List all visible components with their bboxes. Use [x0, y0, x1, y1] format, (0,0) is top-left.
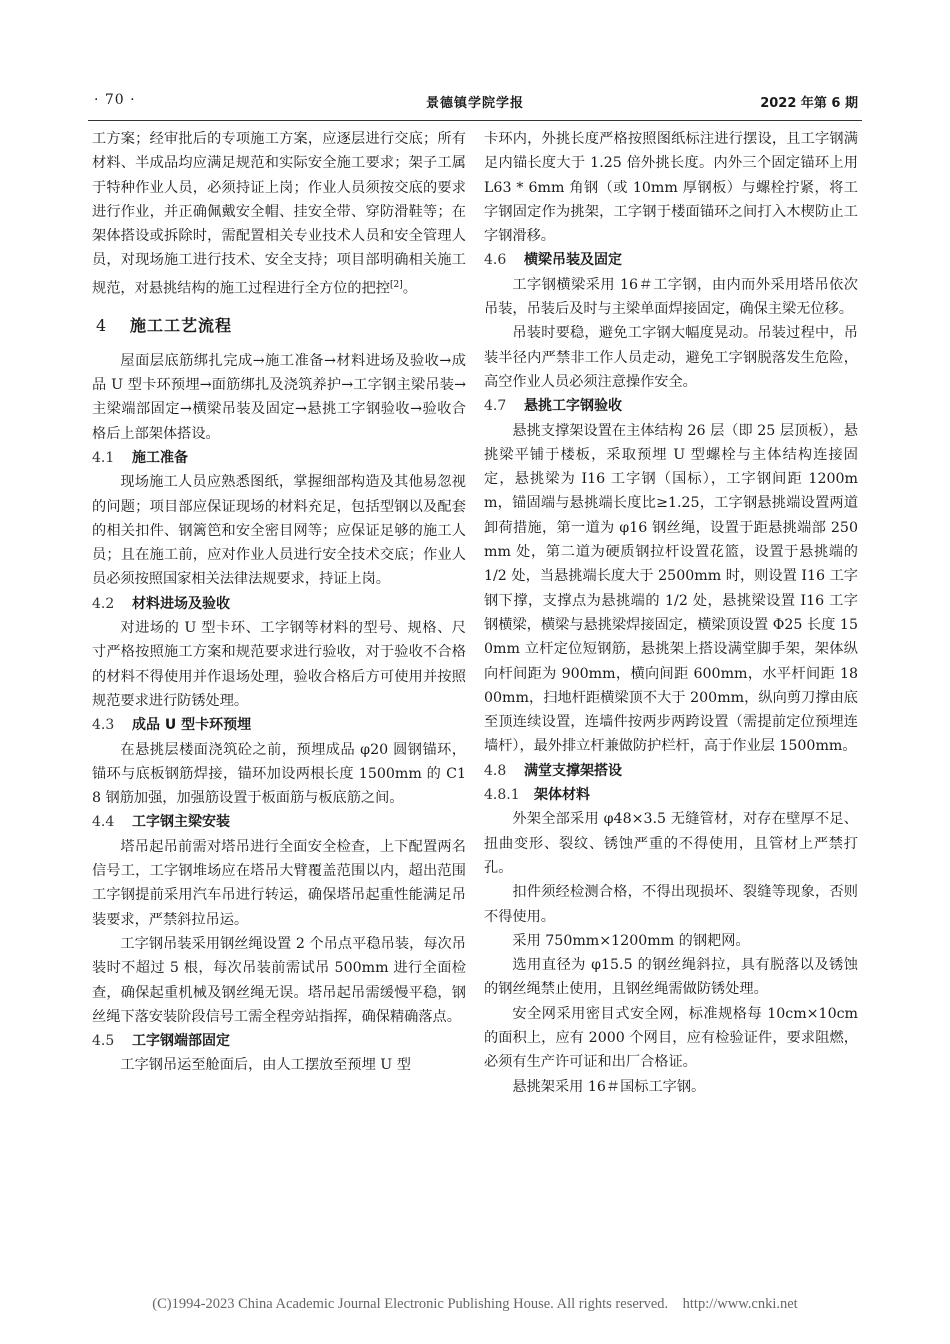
subsection-heading-4-7	[484, 394, 858, 418]
section-heading-4	[92, 313, 466, 339]
paragraph-text: 工方案；经审批后的专项施工方案，应逐层进行交底；所有材料、半成品均应满足规范和实际安全施工要求；架子工属于特种作业人员，必须持证上岗；作业人员须按交底的要求进行作业，并正确佩戴安全帽、挂安全带、穿防滑鞋等；在架体搭设或拆除时，需配置相关专业技术人员和安全管理人员，对现场施工进行技术、安全支持；项目部明确相关施工规范，对悬挑结构的施工过程进行全方位的把控	[92, 131, 466, 297]
subsection-heading-4-6	[484, 248, 858, 272]
subsection-number: 4.7	[484, 398, 507, 415]
subsection-heading-4-4	[92, 810, 466, 834]
subsection-title: 工字钢端部固定	[132, 1033, 230, 1050]
paragraph	[92, 127, 466, 301]
paragraph: 悬挑支撑架设置在主体结构 26 层（即 25 层顶板），悬挑梁平铺于楼板，采取预埋 U 型螺栓与主体结构连接固定，悬挑梁为 I16 工字钢（国标），工字钢间距 1200mm，锚固端与悬挑端长度比≥1.25，工字钢悬挑端设置两道卸荷措施，第一道为 φ16 钢丝绳，设置于距悬挑端部 250mm 处，第二道为硬质钢拉杆设置花篮，设置于悬挑端的 1/2 处，当悬挑端长度大于 2500mm 时，则设置 I16 工字钢下撑，支撑点为悬挑端的 1/2 处，悬挑梁设置 I16 工字钢横梁，横梁与悬挑梁焊接固定，横梁顶设置 Φ25 长度 150mm 立杆定位短钢筋，悬挑架上搭设满堂脚手架，架体纵向杆间距为 900mm，横向间距 600mm，水平杆间距 1800mm，扫地杆距横梁顶不大于 200mm，纵向剪刀撑由底至顶连续设置，连墙件按两步两跨设置（需提前定位预埋连墙杆），最外排立杆兼做防护栏杆，高于作业层 1500mm。	[484, 422, 858, 755]
subsection-number: 4.2	[92, 595, 115, 612]
paragraph: 现场施工人员应熟悉图纸，掌握细部构造及其他易忽视的问题；项目部应保证现场的材料充足，包括型钢以及配套的相关扣件、钢篱笆和安全密目网等；应保证足够的施工人员；且在施工前，应对作业人员进行安全技术交底；作业人员必须按照国家相关法律法规要求，持证上岗。	[92, 474, 466, 588]
section-title: 施工工艺流程	[130, 315, 233, 335]
subsection-title: 架体材料	[534, 787, 590, 804]
paragraph: 选用直径为 φ15.5 的钢丝绳斜拉，具有脱落以及锈蚀的钢丝绳禁止使用，且钢丝绳需做防锈处理。	[484, 957, 858, 998]
left-column	[92, 127, 466, 1078]
copyright-footer: (C)1994-2023 China Academic Journal Electronic Publishing House. All rights reserved. http://www.cnki.net	[152, 1296, 798, 1312]
paragraph: 工字钢横梁采用 16＃工字钢，由内而外采用塔吊依次吊装，吊装后及时与主梁单面焊接固定，确保主梁无位移。	[484, 276, 858, 318]
subsection-number: 4.8.1	[484, 787, 520, 804]
paragraph-end: 。	[402, 280, 417, 297]
section-number: 4	[96, 315, 107, 335]
subsection-number: 4.6	[484, 252, 507, 269]
paragraph: 卡环内，外挑长度严格按照图纸标注进行摆设，且工字钢满足内锚长度大于 1.25 倍外挑长度。内外三个固定锚环上用 L63 * 6mm 角钢（或 10mm 厚钢板）与螺栓拧紧，将工字钢固定作为挑架，工字钢于楼面锚环之间打入木楔防止工字钢滑移。	[484, 131, 858, 245]
journal-title: 景德镇学院学报	[425, 96, 524, 111]
subsection-title: 悬挑工字钢验收	[524, 398, 622, 415]
paragraph: 在悬挑层楼面浇筑砼之前，预埋成品 φ20 圆钢锚环，锚环与底板钢筋焊接，锚环加设两根长度 1500mm 的 C18 钢筋加强，加强筋设置于板面筋与板底筋之间。	[92, 741, 466, 807]
subsection-heading-4-8	[484, 759, 858, 783]
paragraph: 安全网采用密目式安全网，标准规格每 10cm×10cm 的面积上，应有 2000 个网目，应有检验证件，要求阻燃，必须有生产许可证和出厂合格证。	[484, 1005, 858, 1071]
subsection-number: 4.1	[92, 450, 115, 466]
subsection-heading-4-1	[92, 446, 466, 470]
paragraph: 扣件须经检测合格，不得出现损坏、裂缝等现象，否则不得使用。	[484, 884, 858, 925]
subsection-heading-4-3	[92, 713, 466, 737]
paragraph: 屋面层底筋绑扎完成→施工准备→材料进场及验收→成品 U 型卡环预埋→面筋绑扎及浇筑养护→工字钢主梁吊装→主梁端部固定→横梁吊装及固定→悬挑工字钢验收→验收合格后上部架体搭设。	[92, 352, 466, 442]
paragraph: 采用 750mm×1200mm 的钢耙网。	[512, 932, 750, 949]
subsection-heading-4-8-1	[484, 783, 858, 807]
paragraph: 吊装时要稳，避免工字钢大幅度晃动。吊装过程中，吊装半径内严禁非工作人员走动，避免工字钢脱落发生危险，高空作业人员必须注意操作安全。	[484, 325, 858, 390]
paragraph: 工字钢吊运至舱面后，由人工摆放至预埋 U 型	[120, 1057, 411, 1074]
subsection-title: 材料进场及验收	[132, 595, 230, 612]
citation-ref[interactable]: [2]	[389, 279, 403, 290]
subsection-heading-4-5	[92, 1029, 466, 1053]
page-number: · 70 ·	[94, 92, 136, 108]
paragraph: 对进场的 U 型卡环、工字钢等材料的型号、规格、尺寸严格按照施工方案和规范要求进行验收，对于验收不合格的材料不得使用并作退场处理，验收合格后方可使用并按照规范要求进行防锈处理。	[92, 620, 466, 709]
right-column	[484, 127, 858, 1099]
subsection-number: 4.4	[92, 814, 115, 831]
subsection-number: 4.3	[92, 717, 115, 734]
subsection-number: 4.5	[92, 1033, 115, 1050]
subsection-title: 施工准备	[132, 450, 188, 466]
subsection-title: 横梁吊装及固定	[524, 252, 622, 269]
subsection-number: 4.8	[484, 762, 507, 779]
subsection-title: 成品 U 型卡环预埋	[132, 717, 252, 734]
subsection-title: 工字钢主梁安装	[132, 814, 230, 831]
subsection-heading-4-2	[92, 592, 466, 616]
subsection-title: 满堂支撑架搭设	[524, 762, 622, 779]
paragraph: 塔吊起吊前需对塔吊进行全面安全检查，上下配置两名信号工，工字钢堆场应在塔吊大臂覆盖范围以内，超出范围工字钢提前采用汽车吊进行转运，确保塔吊起重性能满足吊装要求，严禁斜拉吊运。	[92, 838, 466, 928]
paragraph: 悬挑架采用 16＃国标工字钢。	[512, 1078, 706, 1095]
paragraph: 外架全部采用 φ48×3.5 无缝管材，对存在壁厚不足、扭曲变形、裂纹、锈蚀严重的不得使用，且管材上严禁打孔。	[484, 811, 858, 876]
paragraph: 工字钢吊装采用钢丝绳设置 2 个吊点平稳吊装，每次吊装时不超过 5 根，每次吊装前需试吊 500mm 进行全面检查，确保起重机械及钢丝绳无误。塔吊起吊需缓慢平稳，钢丝绳下落安装阶段信号工需全程旁站指挥，确保精确落点。	[92, 935, 466, 1025]
running-header	[88, 86, 862, 121]
issue-label: 2022 年第 6 期	[760, 96, 858, 111]
